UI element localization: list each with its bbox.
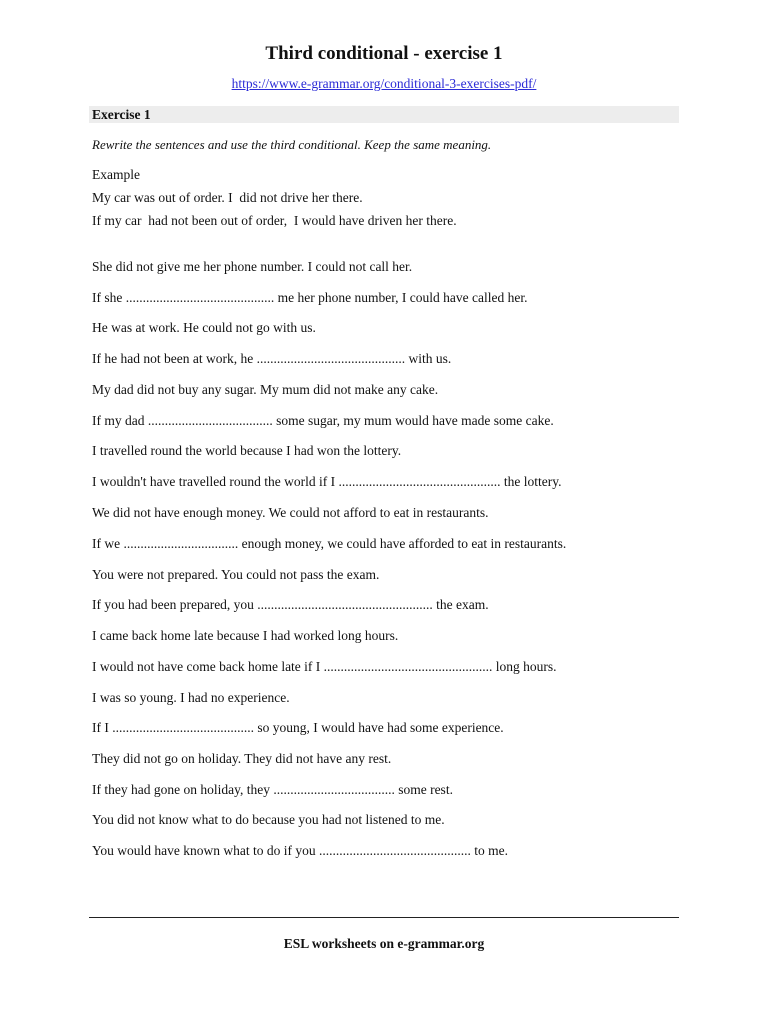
exercise-8-sentence: I was so young. I had no experience. [92, 690, 290, 705]
exercise-3-rewrite: If my dad ..................................... some sugar, my mum would have made some cake. [92, 413, 554, 428]
exercise-10-rewrite: You would have known what to do if you ............................................. to me. [92, 843, 508, 858]
exercise-4-sentence: I travelled round the world because I had won the lottery. [92, 443, 402, 458]
instruction-text: Rewrite the sentences and use the third conditional. Keep the same meaning. [92, 137, 492, 152]
source-link[interactable]: https://www.e-grammar.org/conditional-3-exercises-pdf/ [231, 76, 537, 91]
page-title: Third conditional - exercise 1 [265, 43, 503, 64]
exercise-9-sentence: They did not go on holiday. They did not have any rest. [92, 751, 392, 766]
exercise-7-rewrite: I would not have come back home late if I .................................................. long hours. [92, 659, 557, 674]
exercise-2-rewrite: If he had not been at work, he ............................................ with us. [92, 351, 452, 366]
exercise-4-rewrite: I wouldn't have travelled round the world if I ................................................ the lottery. [92, 474, 562, 489]
example-sentence: My car was out of order. I did not drive her there. [92, 190, 363, 205]
exercise-5-rewrite: If we .................................. enough money, we could have afforded to eat in restaurants. [92, 536, 567, 551]
footer-divider [89, 917, 679, 918]
exercise-heading: Exercise 1 [89, 106, 679, 123]
exercise-6-sentence: You were not prepared. You could not pass the exam. [92, 567, 380, 582]
footer-text: ESL worksheets on e-grammar.org [283, 936, 485, 951]
exercise-7-sentence: I came back home late because I had worked long hours. [92, 628, 399, 643]
example-answer: If my car had not been out of order, I would have driven her there. [92, 213, 457, 228]
exercise-5-sentence: We did not have enough money. We could not afford to eat in restaurants. [92, 505, 489, 520]
example-label: Example [92, 167, 140, 182]
exercise-3-sentence: My dad did not buy any sugar. My mum did not make any cake. [92, 382, 439, 397]
exercise-6-rewrite: If you had been prepared, you .................................................... the exam. [92, 597, 489, 612]
exercise-9-rewrite: If they had gone on holiday, they .................................... some rest. [92, 782, 453, 797]
exercise-1-sentence: She did not give me her phone number. I could not call her. [92, 259, 413, 274]
exercise-1-rewrite: If she ............................................ me her phone number, I could have called her. [92, 290, 528, 305]
exercise-2-sentence: He was at work. He could not go with us. [92, 320, 316, 335]
exercise-8-rewrite: If I .......................................... so young, I would have had some experience. [92, 720, 504, 735]
exercise-10-sentence: You did not know what to do because you had not listened to me. [92, 812, 445, 827]
